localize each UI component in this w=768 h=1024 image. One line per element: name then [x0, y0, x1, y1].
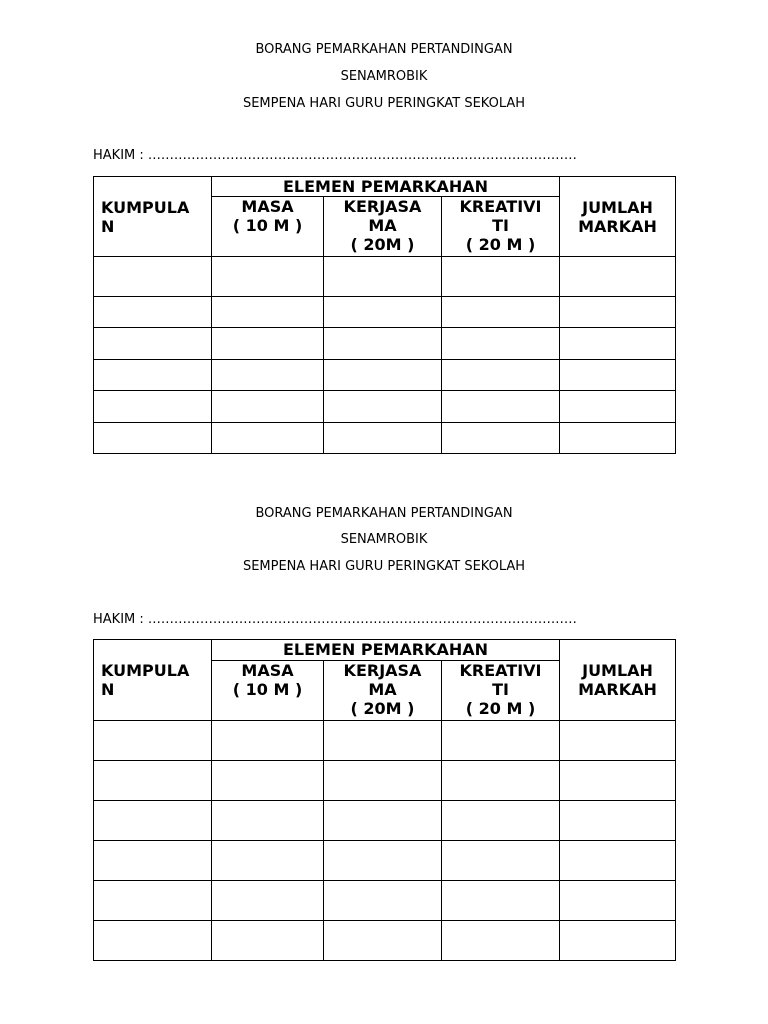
header-elemen-pemarkahan: ELEMEN PEMARKAHAN	[212, 640, 560, 661]
hakim-line: HAKIM : ………………………………………………………………………………………	[93, 612, 577, 627]
cell-kerjasama[interactable]	[324, 360, 442, 391]
table-row	[94, 328, 676, 360]
cell-kreativiti[interactable]	[442, 360, 560, 391]
cell-kreativiti[interactable]	[442, 921, 560, 961]
form-title-line-1: BORANG PEMARKAHAN PERTANDINGAN	[255, 42, 513, 57]
table-row	[94, 801, 676, 841]
cell-masa[interactable]	[212, 297, 324, 328]
cell-kumpulan[interactable]	[94, 360, 212, 391]
cell-jumlah[interactable]	[560, 801, 676, 841]
cell-kerjasama[interactable]	[324, 841, 442, 881]
cell-kumpulan[interactable]	[94, 328, 212, 360]
header-masa: MASA ( 10 M )	[212, 197, 324, 257]
cell-kumpulan[interactable]	[94, 297, 212, 328]
scoring-table	[93, 639, 676, 961]
cell-masa[interactable]	[212, 391, 324, 423]
cell-jumlah[interactable]	[560, 360, 676, 391]
form-title-line-2: SENAMROBIK	[340, 69, 428, 84]
cell-kumpulan[interactable]	[94, 257, 212, 297]
cell-masa[interactable]	[212, 360, 324, 391]
cell-kreativiti[interactable]	[442, 297, 560, 328]
cell-jumlah[interactable]	[560, 761, 676, 801]
cell-kerjasama[interactable]	[324, 423, 442, 454]
cell-jumlah[interactable]	[560, 881, 676, 921]
header-kreativiti: KREATIVI TI ( 20 M )	[442, 197, 560, 257]
cell-jumlah[interactable]	[560, 328, 676, 360]
cell-masa[interactable]	[212, 721, 324, 761]
table-row	[94, 297, 676, 328]
form-title-line-3: SEMPENA HARI GURU PERINGKAT SEKOLAH	[242, 96, 526, 111]
cell-jumlah[interactable]	[560, 391, 676, 423]
cell-kreativiti[interactable]	[442, 721, 560, 761]
cell-kumpulan[interactable]	[94, 801, 212, 841]
cell-kerjasama[interactable]	[324, 881, 442, 921]
cell-kreativiti[interactable]	[442, 761, 560, 801]
cell-masa[interactable]	[212, 881, 324, 921]
cell-kumpulan[interactable]	[94, 841, 212, 881]
cell-masa[interactable]	[212, 761, 324, 801]
table-row	[94, 881, 676, 921]
cell-masa[interactable]	[212, 257, 324, 297]
cell-masa[interactable]	[212, 841, 324, 881]
cell-kreativiti[interactable]	[442, 328, 560, 360]
table-row	[94, 391, 676, 423]
header-masa: MASA ( 10 M )	[212, 661, 324, 721]
cell-jumlah[interactable]	[560, 423, 676, 454]
header-kreativiti: KREATIVI TI ( 20 M )	[442, 661, 560, 721]
cell-jumlah[interactable]	[560, 297, 676, 328]
cell-kerjasama[interactable]	[324, 391, 442, 423]
cell-masa[interactable]	[212, 921, 324, 961]
cell-masa[interactable]	[212, 423, 324, 454]
table-row	[94, 841, 676, 881]
cell-kumpulan[interactable]	[94, 391, 212, 423]
table-row	[94, 761, 676, 801]
form-title-line-2: SENAMROBIK	[340, 532, 428, 547]
cell-kreativiti[interactable]	[442, 257, 560, 297]
form-title-line-3: SEMPENA HARI GURU PERINGKAT SEKOLAH	[242, 559, 526, 574]
scoring-table	[93, 176, 676, 454]
cell-kerjasama[interactable]	[324, 328, 442, 360]
cell-kreativiti[interactable]	[442, 841, 560, 881]
cell-kerjasama[interactable]	[324, 801, 442, 841]
header-kerjasama: KERJASA MA ( 20M )	[324, 661, 442, 721]
cell-kumpulan[interactable]	[94, 721, 212, 761]
cell-jumlah[interactable]	[560, 721, 676, 761]
header-jumlah-markah: JUMLAH MARKAH	[560, 640, 676, 721]
cell-masa[interactable]	[212, 801, 324, 841]
table-row	[94, 423, 676, 454]
header-kumpulan: KUMPULA N	[94, 177, 212, 257]
cell-kreativiti[interactable]	[442, 801, 560, 841]
table-row	[94, 257, 676, 297]
cell-kerjasama[interactable]	[324, 297, 442, 328]
cell-kerjasama[interactable]	[324, 761, 442, 801]
cell-jumlah[interactable]	[560, 921, 676, 961]
cell-kumpulan[interactable]	[94, 921, 212, 961]
header-jumlah-markah: JUMLAH MARKAH	[560, 177, 676, 257]
cell-kumpulan[interactable]	[94, 761, 212, 801]
form-title-line-1: BORANG PEMARKAHAN PERTANDINGAN	[255, 506, 513, 521]
header-elemen-pemarkahan: ELEMEN PEMARKAHAN	[212, 177, 560, 197]
cell-kreativiti[interactable]	[442, 423, 560, 454]
cell-jumlah[interactable]	[560, 257, 676, 297]
cell-kerjasama[interactable]	[324, 721, 442, 761]
table-row	[94, 921, 676, 961]
cell-kumpulan[interactable]	[94, 881, 212, 921]
cell-kreativiti[interactable]	[442, 881, 560, 921]
cell-kerjasama[interactable]	[324, 921, 442, 961]
cell-kerjasama[interactable]	[324, 257, 442, 297]
cell-kreativiti[interactable]	[442, 391, 560, 423]
header-kerjasama: KERJASA MA ( 20M )	[324, 197, 442, 257]
cell-jumlah[interactable]	[560, 841, 676, 881]
cell-kumpulan[interactable]	[94, 423, 212, 454]
cell-masa[interactable]	[212, 328, 324, 360]
table-row	[94, 721, 676, 761]
hakim-line: HAKIM : ………………………………………………………………………………………	[93, 148, 577, 163]
header-kumpulan: KUMPULA N	[94, 640, 212, 721]
table-row	[94, 360, 676, 391]
